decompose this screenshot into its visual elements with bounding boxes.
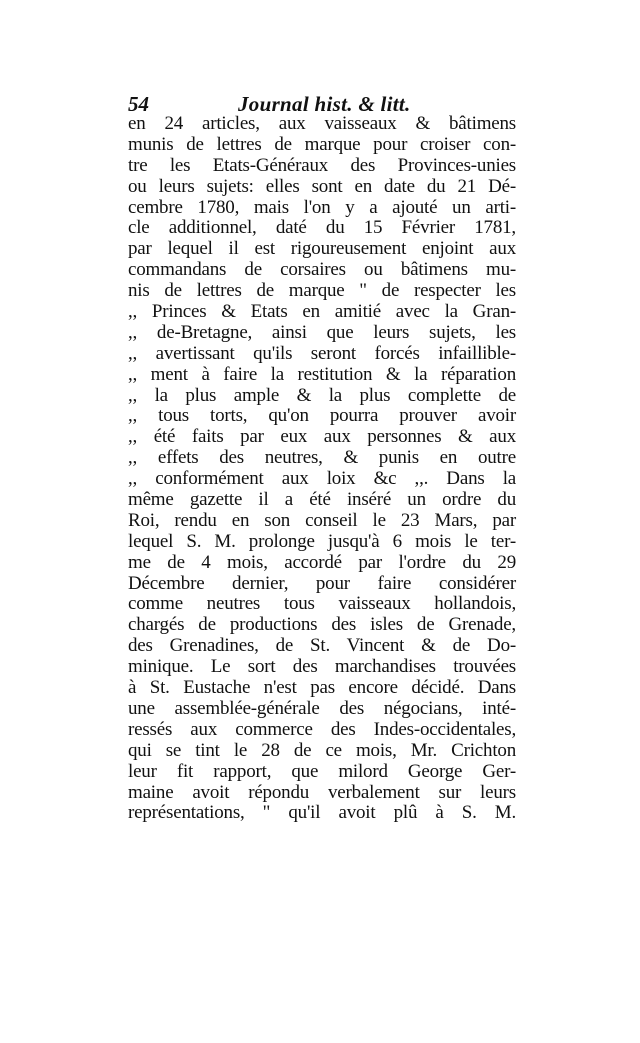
text-line: comme neutres tous vaisseaux hollandois, [128, 593, 516, 615]
body-text [128, 114, 516, 824]
text-line: commandans de corsaires ou bâtimens mu- [128, 259, 516, 281]
text-line: ,, Princes & Etats en amitié avec la Gran- [128, 301, 516, 323]
text-line: Roi, rendu en son conseil le 23 Mars, par [128, 509, 516, 531]
text-line: nis de lettres de marque " de respecter les [128, 280, 516, 302]
page-number: 54 [128, 92, 149, 116]
text-line: ,, de-Bretagne, ainsi que leurs sujets, les [128, 321, 516, 343]
text-line: des Grenadines, de St. Vincent & de Do- [128, 635, 516, 657]
text-line: représentations, " qu'il avoit plû à S. M. [128, 802, 516, 824]
text-line: tre les Etats-Généraux des Provinces-unies [128, 154, 516, 176]
text-line: en 24 articles, aux vaisseaux & bâtimens [128, 113, 516, 134]
text-line: cle additionnel, daté du 15 Février 1781, [128, 217, 516, 239]
text-line: une assemblée-générale des négocians, inté- [128, 697, 516, 719]
text-line: qui se tint le 28 de ce mois, Mr. Crichton [128, 739, 516, 761]
text-line: ,, conformément aux loix &c ,,. Dans la [128, 468, 516, 490]
text-line: ,, la plus ample & la plus complette de [128, 384, 516, 406]
text-line: ,, effets des neutres, & punis en outre [128, 447, 516, 469]
text-line: ou leurs sujets: elles sont en date du 21 Dé- [128, 175, 516, 197]
text-line: même gazette il a été inséré un ordre du [128, 489, 516, 511]
text-line: ,, ment à faire la restitution & la réparation [128, 363, 516, 385]
text-line: à St. Eustache n'est pas encore décidé. Dans [128, 677, 516, 699]
text-line: ,, tous torts, qu'on pourra prouver avoir [128, 405, 516, 427]
text-line: ,, avertissant qu'ils seront forcés infaillible- [128, 342, 516, 364]
text-line: me de 4 mois, accordé par l'ordre du 29 [128, 551, 516, 573]
text-line: minique. Le sort des marchandises trouvées [128, 656, 516, 678]
text-line: Décembre dernier, pour faire considérer [128, 572, 516, 594]
text-line: munis de lettres de marque pour croiser con- [128, 133, 516, 155]
text-line: cembre 1780, mais l'on y a ajouté un arti- [128, 196, 516, 218]
text-line: par lequel il est rigoureusement enjoint aux [128, 238, 516, 260]
text-line: maine avoit répondu verbalement sur leurs [128, 781, 516, 803]
text-line: chargés de productions des isles de Grenade, [128, 614, 516, 636]
text-line: ressés aux commerce des Indes-occidentales, [128, 718, 516, 740]
text-line: leur fit rapport, que milord George Ger- [128, 760, 516, 782]
running-head: Journal hist. & litt. [238, 92, 411, 116]
text-line: ,, été faits par eux aux personnes & aux [128, 426, 516, 448]
text-line: lequel S. M. prolonge jusqu'à 6 mois le ter- [128, 530, 516, 552]
